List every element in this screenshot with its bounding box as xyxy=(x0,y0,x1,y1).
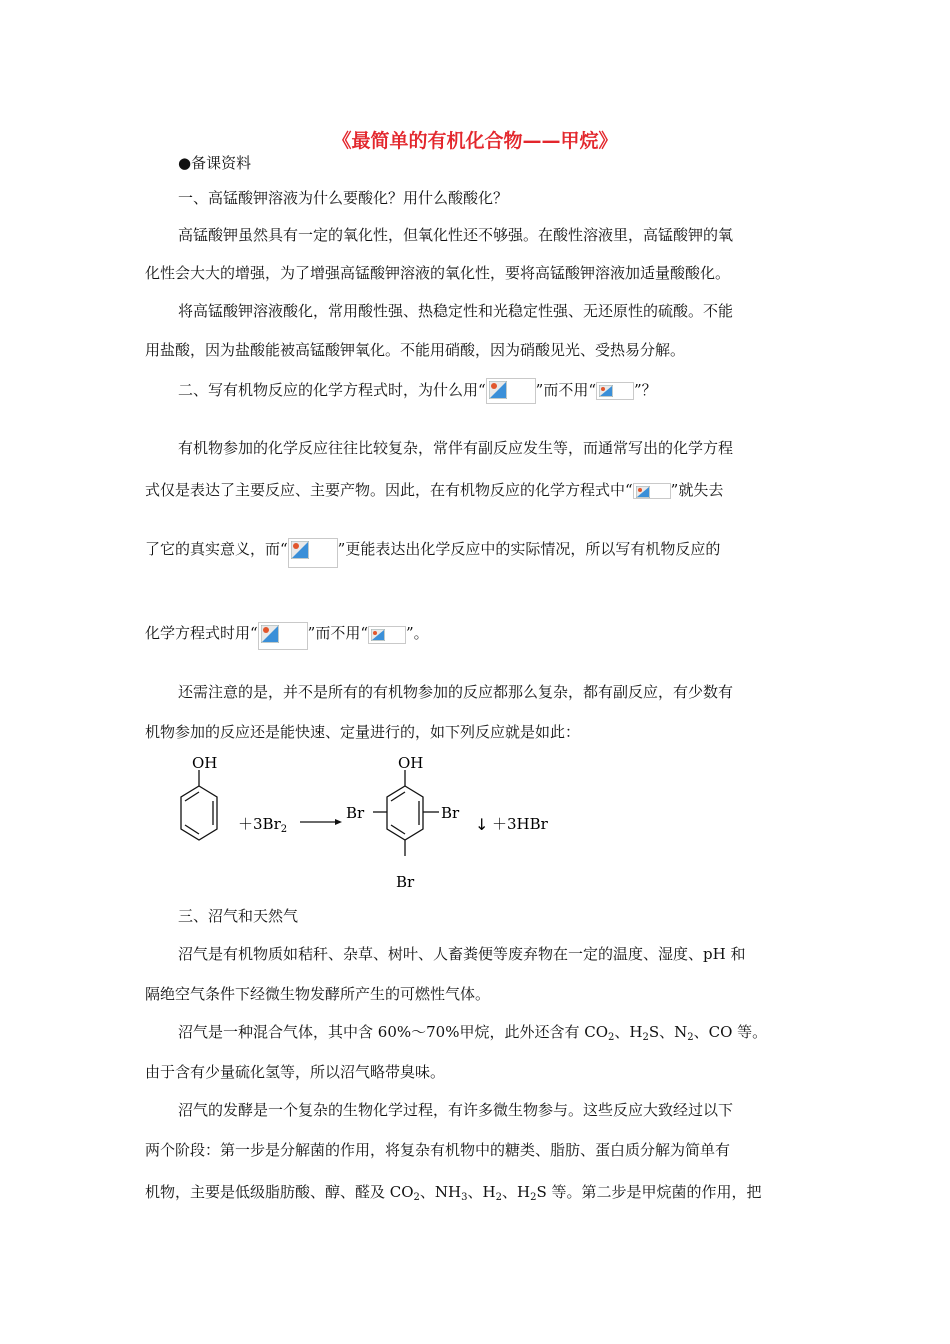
document-title: 《最简单的有机化合物——甲烷》 xyxy=(332,130,618,152)
bromine-bottom-label: Br xyxy=(396,873,415,891)
paragraph-text: ”就失去 xyxy=(670,481,724,499)
phenol-ring xyxy=(181,770,217,840)
equals-image-placeholder-icon xyxy=(633,483,671,499)
subscript: 3 xyxy=(461,1192,468,1203)
heading-text: ”而不用“ xyxy=(535,381,597,399)
paragraph-text: 机物，主要是低级脂肪酸、醇、醛及 CO xyxy=(145,1183,414,1201)
arrow-image-placeholder-icon xyxy=(288,538,338,568)
paragraph-line xyxy=(145,538,720,568)
heading-text: ”？ xyxy=(634,381,657,399)
paragraph-text: 沼气是一种混合气体，其中含 60%～70%甲烷，此外还含有 CO xyxy=(178,1023,608,1041)
reactant-oh-label: OH xyxy=(192,754,218,772)
paragraph-text: 、CO 等。 xyxy=(693,1023,768,1041)
paragraph-line: 隔绝空气条件下经微生物发酵所产生的可燃性气体。 xyxy=(145,985,491,1003)
paragraph-text: 化学方程式时用“ xyxy=(145,624,258,642)
paragraph-line: 两个阶段：第一步是分解菌的作用，将复杂有机物中的糖类、脂肪、蛋白质分解为简单有 xyxy=(145,1141,731,1159)
paragraph-line: 由于含有少量硫化氢等，所以沼气略带臭味。 xyxy=(145,1063,446,1081)
paragraph-text: 、H xyxy=(614,1023,643,1041)
subscript: 2 xyxy=(530,1192,537,1203)
subscript: 2 xyxy=(495,1192,502,1203)
byproduct-label: ＋3HBr xyxy=(492,815,548,833)
subscript: 2 xyxy=(608,1032,615,1043)
reaction-arrow-icon xyxy=(300,819,342,825)
arrow-image-placeholder-icon xyxy=(486,378,536,404)
paragraph-line: 将高锰酸钾溶液酸化，常用酸性强、热稳定性和光稳定性强、无还原性的硫酸。不能 xyxy=(178,302,734,320)
paragraph-text: S 等。第二步是甲烷菌的作用，把 xyxy=(536,1183,762,1201)
paragraph-text: 、H xyxy=(501,1183,531,1201)
paragraph-line: 还需注意的是，并不是所有的有机物参加的反应都那么复杂，都有副反应，有少数有 xyxy=(178,683,734,701)
paragraph-text: 、H xyxy=(467,1183,496,1201)
subscript: 2 xyxy=(413,1192,420,1203)
paragraph-line: 用盐酸，因为盐酸能被高锰酸钾氧化。不能用硝酸，因为硝酸见光、受热易分解。 xyxy=(145,341,686,359)
paragraph-line xyxy=(178,1022,767,1042)
arrow-image-placeholder-icon xyxy=(258,622,308,650)
section-heading-3: 三、沼气和天然气 xyxy=(178,907,299,925)
paragraph-line: 有机物参加的化学反应往往比较复杂，常伴有副反应发生等，而通常写出的化学方程 xyxy=(178,439,734,457)
paragraph-line xyxy=(145,1182,762,1202)
bromine-right-label: Br xyxy=(441,804,460,822)
paragraph-text: ”更能表达出化学反应中的实际情况，所以写有机物反应的 xyxy=(337,540,721,558)
phenol-bromination-reaction xyxy=(170,750,590,895)
paragraph-line: 机物参加的反应还是能快速、定量进行的，如下列反应就是如此： xyxy=(145,723,581,741)
paragraph-line: 化性会大大的增强，为了增强高锰酸钾溶液的氧化性，要将高锰酸钾溶液加适量酸酸化。 xyxy=(145,264,731,282)
paragraph-line xyxy=(145,480,723,500)
paragraph-text: S、N xyxy=(648,1023,688,1041)
section-heading-1: 一、高锰酸钾溶液为什么要酸化？用什么酸酸化？ xyxy=(178,189,509,207)
reagent-label: $+3Br_2$ xyxy=(238,815,288,835)
paragraph-line: 沼气是有机物质如秸秆、杂草、树叶、人畜粪便等废弃物在一定的温度、湿度、pH 和 xyxy=(178,945,746,963)
section-heading-2 xyxy=(178,378,657,404)
subscript: 2 xyxy=(687,1032,694,1043)
precipitate-arrow-icon: ↓ xyxy=(475,815,489,834)
heading-text: 二、写有机物反应的化学方程式时，为什么用“ xyxy=(178,381,486,399)
paragraph-text: 式仅是表达了主要反应、主要产物。因此，在有机物反应的化学方程式中“ xyxy=(145,481,633,499)
tribromophenol-ring xyxy=(373,770,439,856)
paragraph-line: 沼气的发酵是一个复杂的生物化学过程，有许多微生物参与。这些反应大致经过以下 xyxy=(178,1101,734,1119)
bromine-left-label: Br xyxy=(346,804,365,822)
paragraph-line: 高锰酸钾虽然具有一定的氧化性，但氧化性还不够强。在酸性溶液里，高锰酸钾的氧 xyxy=(178,226,734,244)
equals-image-placeholder-icon xyxy=(596,382,634,400)
equals-image-placeholder-icon xyxy=(368,626,406,644)
paragraph-text: 了它的真实意义，而“ xyxy=(145,540,288,558)
paragraph-text: ”而不用“ xyxy=(307,624,369,642)
paragraph-text: 、NH xyxy=(419,1183,462,1201)
section-label: ●备课资料 xyxy=(178,154,252,172)
paragraph-line xyxy=(145,622,429,650)
product-oh-label: OH xyxy=(398,754,424,772)
paragraph-text: ”。 xyxy=(406,624,429,642)
subscript: 2 xyxy=(642,1032,649,1043)
